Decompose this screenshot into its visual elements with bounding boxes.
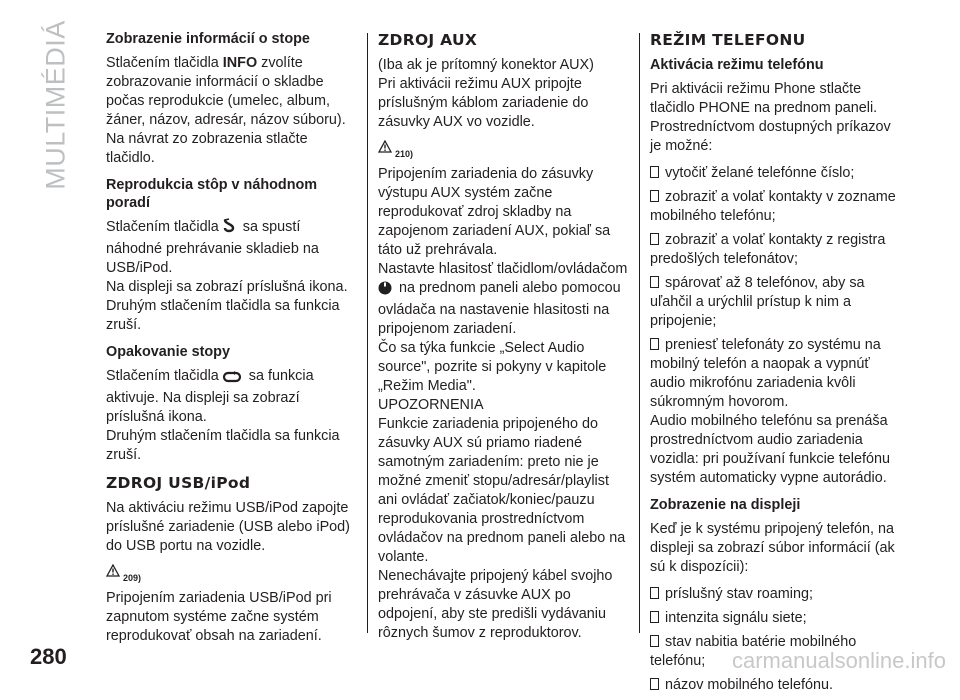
display-info-list	[650, 585, 902, 695]
shuffle-icon	[222, 218, 236, 240]
bullet-square-icon	[650, 587, 659, 599]
bullet-square-icon	[650, 166, 659, 178]
column-divider	[639, 33, 640, 633]
text: sa spustí náhodné prehrávanie skladieb na USB/iPod.	[106, 219, 319, 276]
text: sa funkcia aktivuje. Na displeji sa zobrazí príslušná ikona.	[106, 368, 314, 425]
warning-number: 209)	[123, 573, 142, 583]
bullet-square-icon	[650, 190, 659, 202]
text: Druhým stlačením tlačidla sa funkcia zruší.	[106, 298, 340, 333]
paragraph: Na aktiváciu režimu USB/iPod zapojte príslušné zariadenie (USB alebo iPod) do USB portu na vozidle.	[106, 500, 350, 554]
list-item-text: stav nabitia batérie mobilného telefónu;	[650, 634, 857, 669]
text: Druhým stlačením tlačidla sa funkcia zruší.	[106, 428, 340, 463]
list-item	[650, 164, 902, 183]
volume-knob-icon	[378, 281, 392, 301]
page-number: 280	[30, 644, 67, 669]
text: Stlačením tlačidla	[106, 55, 223, 71]
paragraph: Pripojením zariadenia USB/iPod pri zapnutom systéme začne systém reprodukovať obsah na zariadení.	[106, 590, 332, 644]
bullet-square-icon	[650, 678, 659, 690]
text: Stlačením tlačidla	[106, 219, 219, 235]
chapter-side-title	[26, 20, 86, 190]
column-2	[378, 30, 630, 643]
list-item	[650, 609, 902, 628]
feature-list	[650, 164, 902, 412]
text: na prednom paneli alebo pomocou ovládača na nastavenie hlasitosti na pripojenom zariadení.	[378, 280, 621, 337]
list-item-text: vytočiť želané telefónne číslo;	[665, 165, 855, 181]
paragraph: Pri aktivácii režimu Phone stlačte tlačidlo PHONE na prednom paneli. Prostredníctvom dostupných príkazov je možné:	[650, 81, 891, 154]
paragraph	[378, 260, 630, 339]
paragraph	[106, 54, 358, 168]
list-item	[650, 274, 902, 331]
list-item-text: intenzita signálu siete;	[665, 610, 807, 626]
text: Nastavte hlasitosť tlačidlom/ovládačom	[378, 261, 628, 277]
button-name-info: INFO	[222, 55, 258, 71]
chapter-title-text: MULTIMÉDIÁ	[40, 20, 71, 190]
paragraph: Keď je k systému pripojený telefón, na displeji sa zobrazí súbor informácií (ak sú k dispozícii):	[650, 521, 895, 575]
column-1	[106, 30, 358, 654]
list-item	[650, 188, 902, 226]
warning-reference	[378, 140, 630, 159]
list-item-text: zobraziť a volať kontakty v zozname mobilného telefónu;	[650, 189, 896, 224]
list-item-text: názov mobilného telefónu.	[665, 677, 834, 693]
list-item-text: príslušný stav roaming;	[665, 586, 813, 602]
text: Na návrat zo zobrazenia stlačte tlačidlo.	[106, 131, 308, 166]
paragraph	[106, 218, 358, 335]
paragraph: Nenechávajte pripojený kábel svojho prehrávača v zásuvke AUX po odpojení, aby ste predišli vydávaniu rôznych šumov z reproduktorov.	[378, 568, 613, 641]
heading-usb-source: ZDROJ USB/iPod	[106, 474, 251, 492]
bullet-square-icon	[650, 338, 659, 350]
paragraph: Čo sa týka funkcie „Select Audio source", pozrite si pokyny v kapitole „Režim Media".	[378, 340, 607, 394]
warning-number: 210)	[395, 149, 414, 159]
list-item-text: spárovať až 8 telefónov, aby sa uľahčil a urýchlil prístup k nim a pripojenie;	[650, 275, 865, 329]
paragraph: Audio mobilného telefónu sa prenáša prostredníctvom audio zariadenia vozidla: pri používaní funkcie telefónu systém automaticky vypne autorádio.	[650, 413, 890, 486]
bullet-square-icon	[650, 635, 659, 647]
paragraph	[106, 367, 358, 465]
bullet-square-icon	[650, 276, 659, 288]
repeat-icon	[222, 370, 242, 389]
heading-activation: Aktivácia režimu telefónu	[650, 57, 824, 73]
warning-triangle-icon	[106, 564, 120, 583]
heading-aux-source: ZDROJ AUX	[378, 31, 478, 49]
heading-display: Zobrazenie na displeji	[650, 497, 801, 513]
text: Na displeji sa zobrazí príslušná ikona.	[106, 279, 348, 295]
list-item-text: zobraziť a volať kontakty z registra predošlých telefonátov;	[650, 232, 886, 267]
text: Stlačením tlačidla	[106, 368, 219, 384]
paragraph: Pri aktivácii režimu AUX pripojte príslušným káblom zariadenie do zásuvky AUX vo vozidle.	[378, 76, 589, 130]
warning-triangle-icon	[378, 140, 392, 159]
column-3	[650, 30, 902, 700]
heading-track-info: Zobrazenie informácií o stope	[106, 31, 310, 47]
paragraph: (Iba ak je prítomný konektor AUX)	[378, 57, 594, 73]
list-item	[650, 676, 902, 695]
list-item	[650, 585, 902, 604]
column-divider	[367, 33, 368, 633]
paragraph: Pripojením zariadenia do zásuvky výstupu AUX systém začne reprodukovať zdroj skladby na zapojenom zariadení AUX, pokiaľ sa táto už prehrávala.	[378, 166, 611, 258]
warning-reference	[106, 564, 358, 583]
list-item	[650, 336, 902, 412]
list-item	[650, 231, 902, 269]
text: zvolíte zobrazovanie informácií o skladbe počas reprodukcie (umelec, album, žáner, názov, adresár, názov súboru).	[106, 55, 346, 128]
heading-repeat: Opakovanie stopy	[106, 344, 230, 360]
list-item-text: preniesť telefonáty zo systému na mobilný telefón a naopak a vypnúť audio mikrofónu zariadenia kvôli súkromným hovorom.	[650, 337, 881, 410]
paragraph-label: UPOZORNENIA	[378, 397, 484, 413]
heading-phone-mode: REŽIM TELEFONU	[650, 31, 806, 49]
heading-random-play: Reprodukcia stôp v náhodnom poradí	[106, 177, 318, 211]
bullet-square-icon	[650, 611, 659, 623]
watermark: carmanualsonline.info	[731, 648, 946, 673]
paragraph: Funkcie zariadenia pripojeného do zásuvky AUX sú priamo riadené samotným zariadením: preto nie je možné zmeniť stopu/adresár/playlist ani ovládať začiatok/koniec/pauzu reprodukovania prostredníctvom ovládačov na prednom paneli alebo na volante.	[378, 416, 626, 565]
bullet-square-icon	[650, 233, 659, 245]
